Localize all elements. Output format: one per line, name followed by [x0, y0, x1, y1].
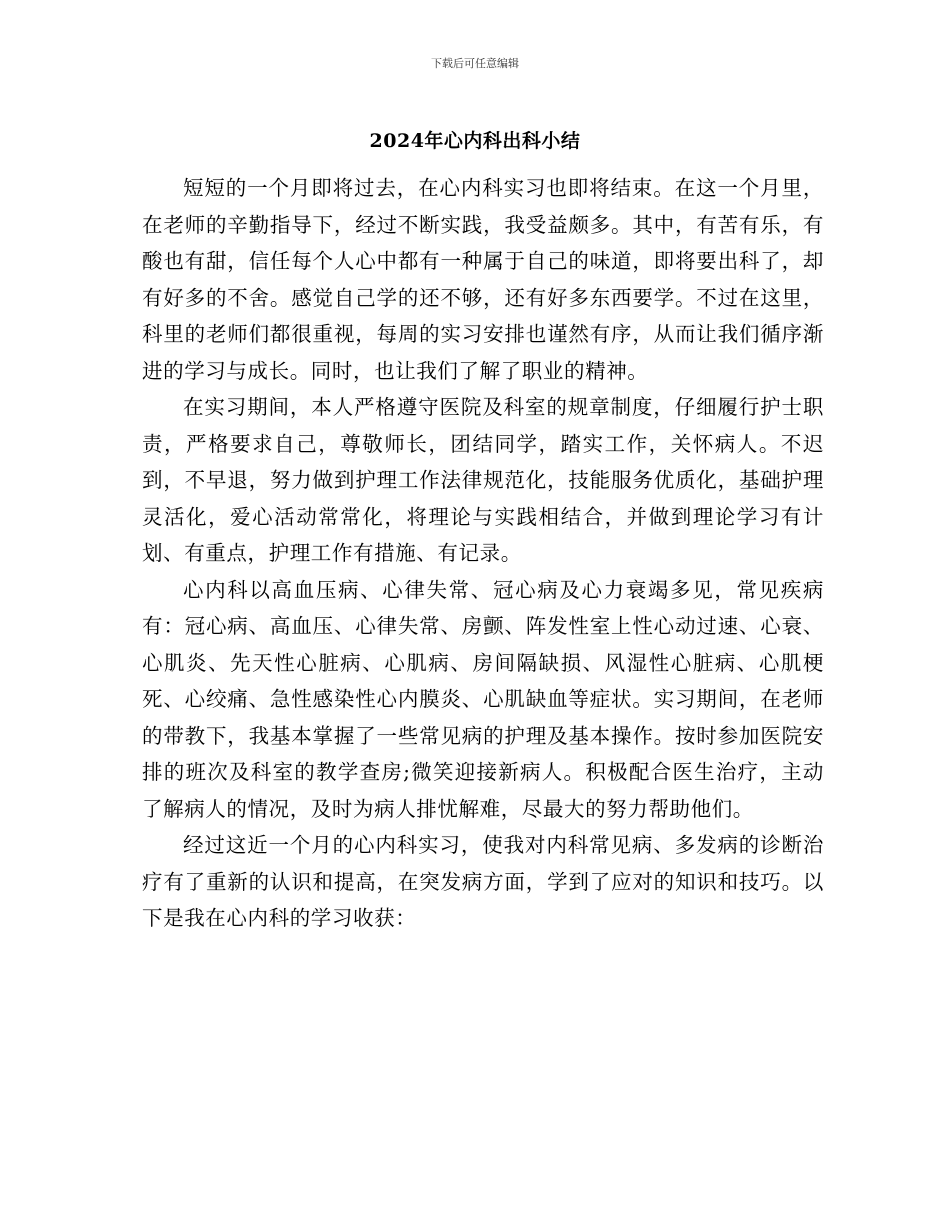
document-body: [142, 170, 824, 937]
document-title: 2024年心内科出科小结: [369, 130, 581, 152]
paragraph: 在实习期间，本人严格遵守医院及科室的规章制度，仔细履行护士职责，严格要求自己，尊敬师长，团结同学，踏实工作，关怀病人。不迟到，不早退，努力做到护理工作法律规范化，技能服务优质化，基础护理灵活化，爱心活动常常化，将理论与实践相结合，并做到理论学习有计划、有重点，护理工作有措施、有记录。: [142, 395, 824, 565]
paragraph: 短短的一个月即将过去，在心内科实习也即将结束。在这一个月里，在老师的辛勤指导下，经过不断实践，我受益颇多。其中，有苦有乐，有酸也有甜，信任每个人心中都有一种属于自己的味道，即将要出科了，却有好多的不舍。感觉自己学的还不够，还有好多东西要学。不过在这里，科里的老师们都很重视，每周的实习安排也谨然有序，从而让我们循序渐进的学习与成长。同时，也让我们了解了职业的精神。: [142, 176, 824, 383]
paragraph: 经过这近一个月的心内科实习，使我对内科常见病、多发病的诊断治疗有了重新的认识和提高，在突发病方面，学到了应对的知识和技巧。以下是我在心内科的学习收获：: [142, 833, 824, 930]
header-note: 下载后可任意编辑: [431, 57, 519, 70]
paragraph: 心内科以高血压病、心律失常、冠心病及心力衰竭多见，常见疾病有：冠心病、高血压、心律失常、房颤、阵发性室上性心动过速、心衰、心肌炎、先天性心脏病、心肌病、房间隔缺损、风湿性心脏病、心肌梗死、心绞痛、急性感染性心内膜炎、心肌缺血等症状。实习期间，在老师的带教下，我基本掌握了一些常见病的护理及基本操作。按时参加医院安排的班次及科室的教学查房;微笑迎接新病人。积极配合医生治疗，主动了解病人的情况，及时为病人排忧解难，尽最大的努力帮助他们。: [142, 577, 824, 821]
